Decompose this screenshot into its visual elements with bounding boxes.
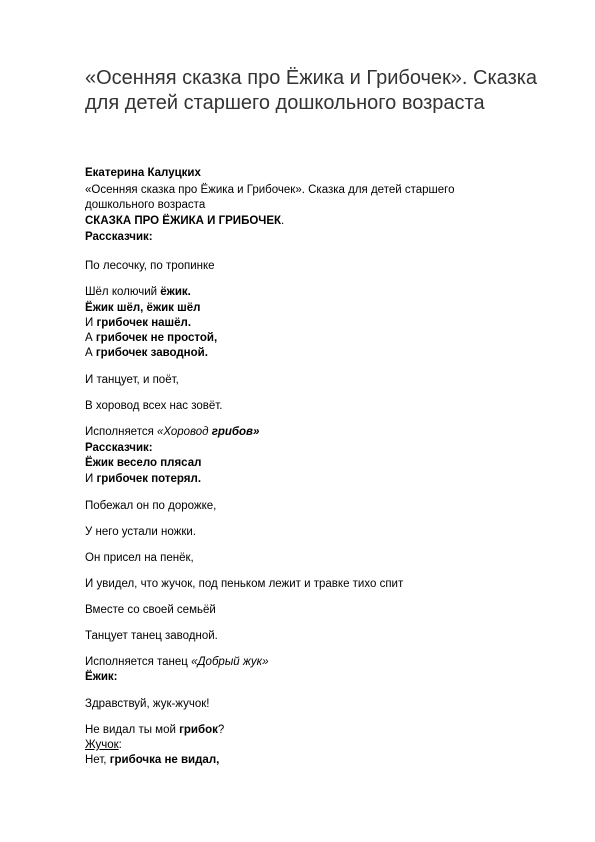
verse-line <box>85 346 208 360</box>
story-heading-text: СКАЗКА ПРО ЁЖИКА И ГРИБОЧЕК <box>85 215 282 227</box>
verse-line: Ёжик весело плясал <box>85 457 202 469</box>
verse-line: Побежал он по дорожке, <box>85 500 217 512</box>
verse-line: Ёжик шёл, ёжик шёл <box>85 302 201 314</box>
performance-note <box>85 655 269 669</box>
performance-title: «Хоровод <box>157 426 212 438</box>
verse-line: Он присел на пенёк, <box>85 552 194 564</box>
verse-text: Нет, <box>85 754 110 766</box>
verse-line: В хоровод всех нас зовёт. <box>85 400 223 412</box>
verse-text: И <box>85 317 97 329</box>
beetle-label-text: Жучок <box>85 739 119 751</box>
verse-line <box>85 753 219 767</box>
verse-line: Здравствуй, жук-жучок! <box>85 698 210 710</box>
verse-text: Не видал ты мой <box>85 724 180 736</box>
verse-line: И танцует, и поёт, <box>85 374 179 386</box>
performance-title: «Добрый жук» <box>191 656 269 668</box>
page-title: «Осенняя сказка про Ёжика и Грибочек». Сказка для детей старшего дошкольного возраста <box>85 67 538 114</box>
verse-text-bold: грибочек нашёл. <box>96 317 192 329</box>
verse-text-bold: грибочек потерял. <box>96 473 202 485</box>
verse-line: Танцует танец заводной. <box>85 630 218 642</box>
narrator-label: Рассказчик: <box>85 231 153 243</box>
verse-line: И увидел, что жучок, под пеньком лежит и травке тихо спит <box>85 578 404 590</box>
beetle-label <box>85 738 122 752</box>
performance-note <box>85 425 259 439</box>
verse-text-bold: грибочка не видал, <box>109 754 220 766</box>
verse-line <box>85 316 191 330</box>
verse-line <box>85 723 224 737</box>
verse-line <box>85 331 217 345</box>
performance-note-text: Исполняется танец <box>85 656 192 668</box>
verse-text: И <box>85 473 97 485</box>
verse-line <box>85 472 201 486</box>
verse-text-bold: грибочек не простой, <box>95 332 218 344</box>
verse-line: Вместе со своей семьёй <box>85 604 216 616</box>
story-heading-period: . <box>281 215 285 227</box>
story-heading <box>85 214 284 228</box>
verse-text-bold: ёжик. <box>160 286 191 298</box>
hedgehog-label: Ёжик: <box>85 671 118 683</box>
verse-line <box>85 285 191 299</box>
subtitle-line-1: «Осенняя сказка про Ёжика и Грибочек». Сказка для детей старшего <box>85 184 455 196</box>
performance-note-text: Исполняется <box>85 426 157 438</box>
narrator-label: Рассказчик: <box>85 442 153 454</box>
verse-line: У него устали ножки. <box>85 526 196 538</box>
verse-text-bold: грибочек заводной. <box>95 347 208 359</box>
beetle-label-colon: : <box>118 739 122 751</box>
author-name: Екатерина Калуцких <box>85 167 201 179</box>
subtitle-line-2: дошкольного возраста <box>85 199 206 211</box>
verse-text: Шёл колючий <box>85 286 161 298</box>
verse-text-bold: грибок <box>179 724 218 736</box>
verse-text: ? <box>217 724 225 736</box>
verse-line: По лесочку, по тропинке <box>85 260 215 272</box>
verse-text: А <box>85 332 96 344</box>
verse-text: А <box>85 347 96 359</box>
performance-title-bold: грибов» <box>211 426 260 438</box>
